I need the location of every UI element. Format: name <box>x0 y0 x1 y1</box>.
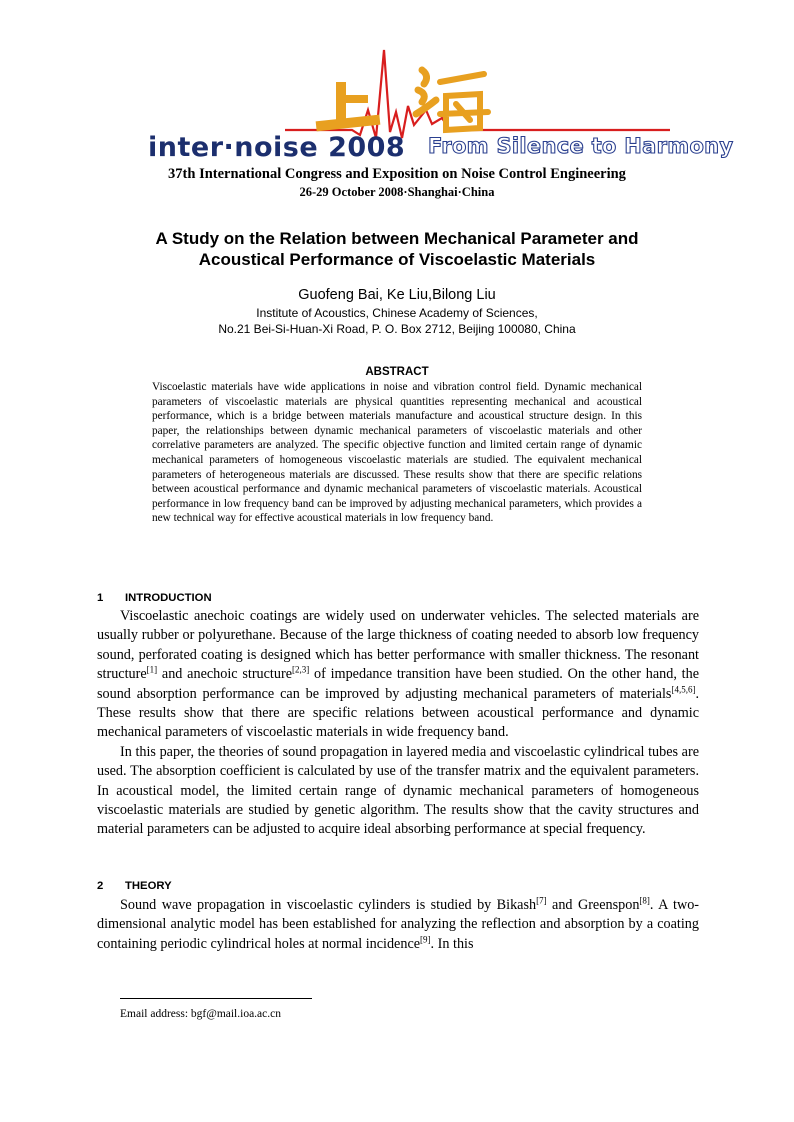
section-title: THEORY <box>125 880 172 892</box>
introduction-body <box>97 607 699 840</box>
citation: [8] <box>639 895 650 906</box>
section-heading-introduction <box>97 592 212 604</box>
logo-title: inter·noise 2008 <box>148 132 406 163</box>
section-number: 2 <box>97 880 104 892</box>
authors: Guofeng Bai, Ke Liu,Bilong Liu <box>298 287 496 303</box>
citation: [2,3] <box>292 664 310 675</box>
abstract-text: Viscoelastic materials have wide applications in noise and vibration control field. Dynamic mechanical parameters of viscoelastic materials are physical quantities representing mechanical and acoustical performance, which is a bridge between materials manufacture and acoustical structure design. In this paper, the relationships between dynamic mechanical parameters of viscoelastic materials and other correlative parameters are analyzed. The specific objective function and limited certain range of dynamic mechanical parameters of homogeneous viscoelastic materials are studied. The equivalent mechanical parameters of heterogeneous materials are discussed. These results show that there are specific relations between acoustical performance and dynamic mechanical parameters of viscoelastic materials. Acoustical performance in low frequency band can be improved by adjusting mechanical parameters, which provides a new technical way for effective acoustical materials in low frequency band. <box>152 381 642 525</box>
citation: [4,5,6] <box>671 683 696 694</box>
footnote-email: Email address: bgf@mail.ioa.ac.cn <box>120 1008 281 1020</box>
theory-body <box>97 896 699 954</box>
title-line-2: Acoustical Performance of Viscoelastic Materials <box>198 250 596 269</box>
section-title: INTRODUCTION <box>125 592 212 604</box>
affiliation-line-1: Institute of Acoustics, Chinese Academy of Sciences, <box>256 306 538 320</box>
logo-slogan: From Silence to Harmony <box>428 134 734 158</box>
section-number: 1 <box>97 592 104 604</box>
citation: [1] <box>146 664 158 675</box>
section-heading-theory <box>97 880 172 892</box>
paper-title <box>0 228 794 270</box>
intro-paragraph-1: Viscoelastic anechoic coatings are widely used on underwater vehicles. The selected materials are usually rubber or polyurethane. Because of the large thickness of coating needed to absorb low frequency sound, perforated coating is designed which has better performance with smaller thickness. The resonant structure[1] and anechoic structure[2,3] of impedance transition have been studied. On the other hand, the sound absorption performance can be improved by adjusting mechanical parameters of materials[4,5,6]. These results show that there are specific relations between acoustical performance and dynamic mechanical parameters of viscoelastic materials in wide frequency band. <box>97 608 699 741</box>
theory-paragraph-1: Sound wave propagation in viscoelastic cylinders is studied by Bikash[7] and Greenspon[8]. A two-dimensional analytic model has been established for analyzing the reflection and absorption by a coating containing periodic cylindrical holes at normal incidence[9]. In this <box>97 895 700 952</box>
congress-title: 37th International Congress and Exposition on Noise Control Engineering <box>168 166 626 182</box>
citation: [7] <box>536 895 547 906</box>
congress-dates: 26-29 October 2008·Shanghai·China <box>299 185 495 199</box>
abstract-heading: ABSTRACT <box>365 366 429 378</box>
affiliation-line-2: No.21 Bei-Si-Huan-Xi Road, P. O. Box 2712, Beijing 100080, China <box>218 322 576 336</box>
intro-paragraph-2: In this paper, the theories of sound propagation in layered media and viscoelastic cylindrical tubes are used. The absorption coefficient is calculated by use of the transfer matrix and the equivalent parameters. In acoustical model, the limited certain range of dynamic mechanical parameters of homogeneous viscoelastic materials are studied by genetic algorithm. The results show that the cavity structures and material parameters can be adjusted to acquire ideal absorbing performance at special frequency. <box>97 743 699 838</box>
citation: [9] <box>420 934 431 945</box>
footnote-rule <box>120 998 312 999</box>
logo-chinese-characters <box>316 70 488 131</box>
title-line-1: A Study on the Relation between Mechanical Parameter and <box>155 229 639 248</box>
